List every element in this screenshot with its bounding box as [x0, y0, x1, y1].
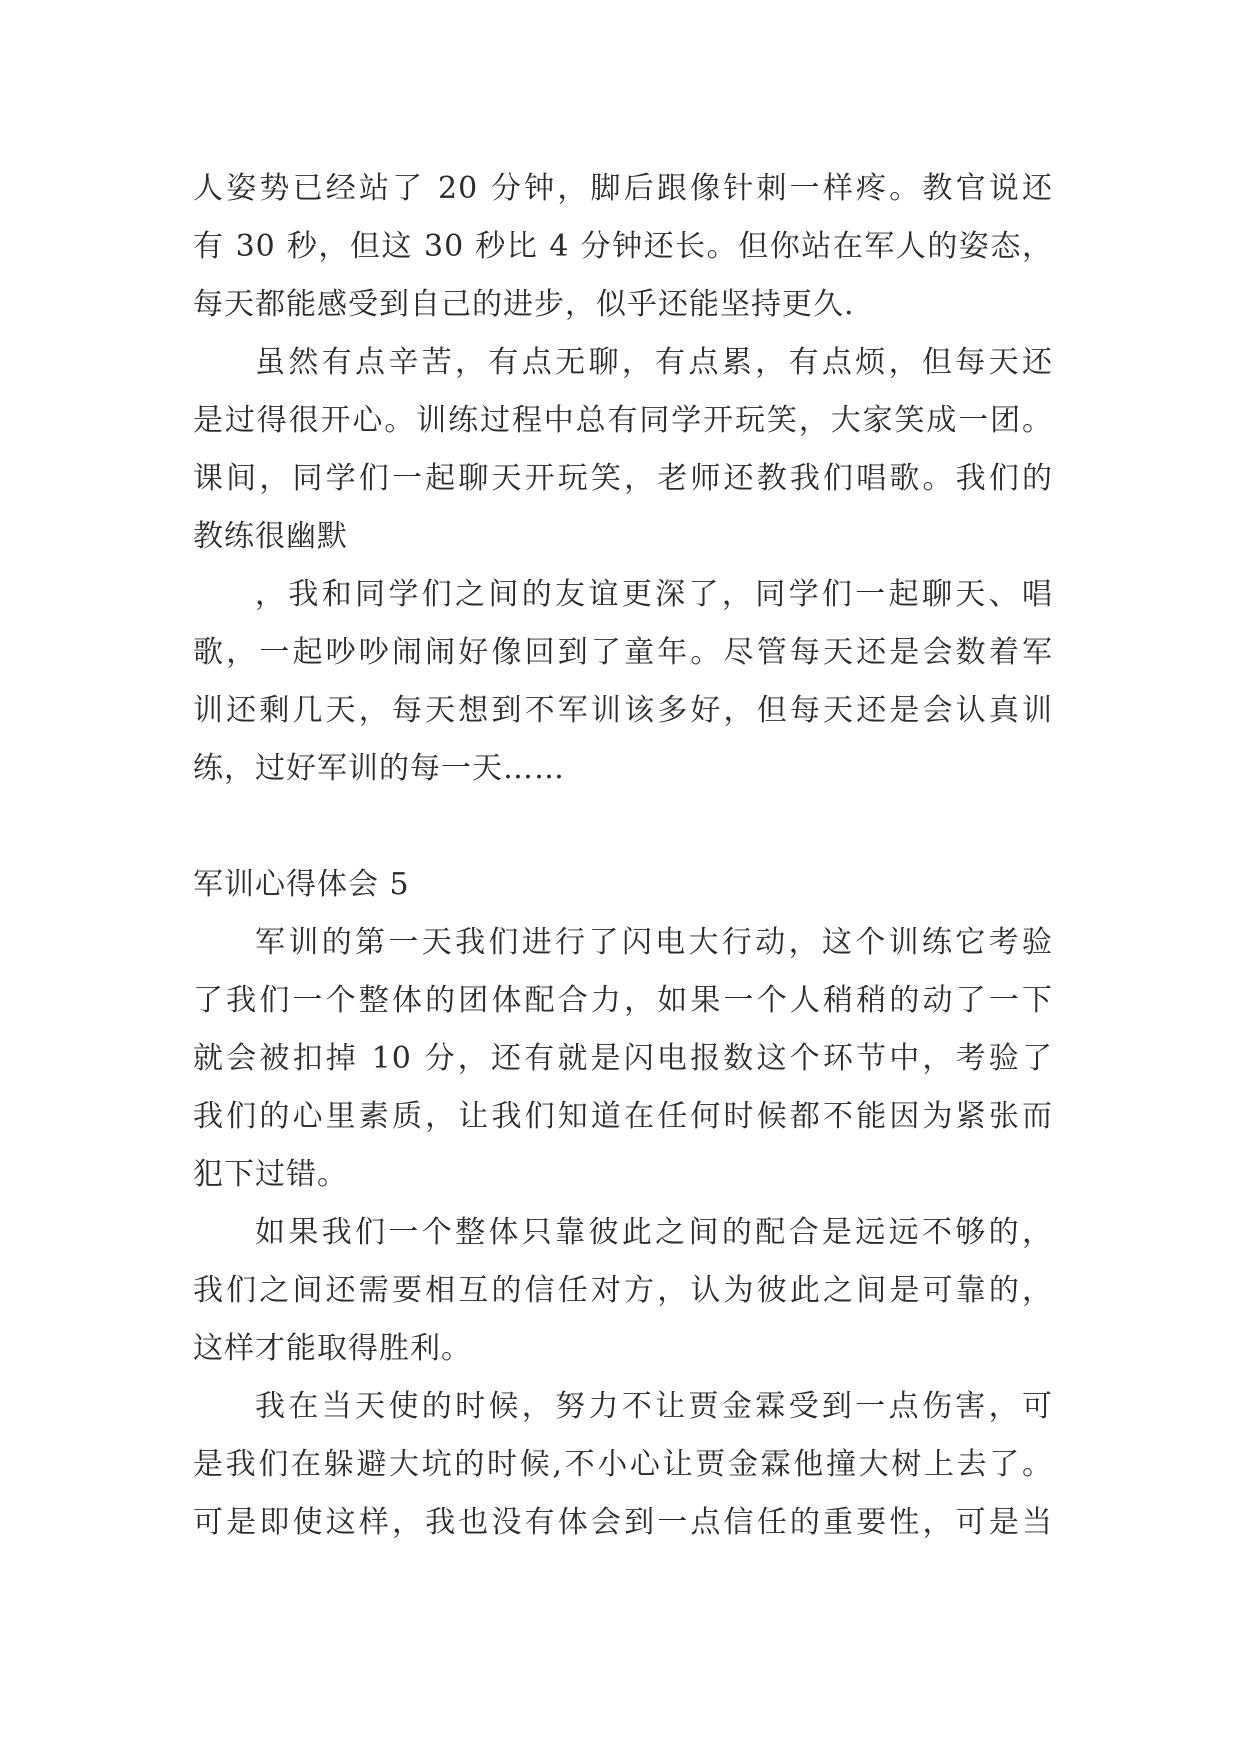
text-line: ，我和同学们之间的友谊更深了，同学们一起聊天、唱 — [255, 577, 1053, 612]
text-line: 练，过好军训的每一天…… — [193, 751, 565, 786]
text-line: 就会被扣掉 10 分，还有就是闪电报数这个环节中，考验了 — [193, 1041, 1053, 1076]
text-line: 是过得很开心。训练过程中总有同学开玩笑，大家笑成一团。 — [193, 403, 1053, 438]
text-line: 课间，同学们一起聊天开玩笑，老师还教我们唱歌。我们的 — [193, 461, 1053, 496]
text-line: 虽然有点辛苦，有点无聊，有点累，有点烦，但每天还 — [255, 345, 1053, 380]
text-line: 训还剩几天，每天想到不军训该多好，但每天还是会认真训 — [193, 693, 1053, 728]
text-line: 是我们在躲避大坑的时候,不小心让贾金霖他撞大树上去了。 — [193, 1447, 1053, 1482]
paragraph-2 — [193, 334, 1053, 566]
text-line: 这样才能取得胜利。 — [193, 1331, 472, 1366]
paragraph-6 — [193, 1378, 1053, 1552]
paragraph-1 — [193, 160, 1053, 334]
paragraph-3 — [193, 566, 1053, 798]
text-line: 人姿势已经站了 20 分钟，脚后跟像针刺一样疼。教官说还 — [193, 171, 1053, 206]
paragraph-5 — [193, 1204, 1053, 1378]
text-line: 歌，一起吵吵闹闹好像回到了童年。尽管每天还是会数着军 — [193, 635, 1053, 670]
text-line: 有 30 秒，但这 30 秒比 4 分钟还长。但你站在军人的姿态， — [193, 229, 1053, 264]
text-line: 如果我们一个整体只靠彼此之间的配合是远远不够的， — [255, 1215, 1053, 1250]
text-line: 教练很幽默 — [193, 519, 348, 554]
text-line: 犯下过错。 — [193, 1157, 348, 1192]
text-line: 我在当天使的时候，努力不让贾金霖受到一点伤害，可 — [255, 1389, 1053, 1424]
text-line: 我们的心里素质，让我们知道在任何时候都不能因为紧张而 — [193, 1099, 1053, 1134]
text-line: 军训的第一天我们进行了闪电大行动，这个训练它考验 — [255, 925, 1053, 960]
paragraph-4 — [193, 914, 1053, 1204]
section-heading: 军训心得体会 5 — [193, 867, 410, 902]
text-line: 我们之间还需要相互的信任对方，认为彼此之间是可靠的， — [193, 1273, 1053, 1308]
text-line: 每天都能感受到自己的进步，似乎还能坚持更久. — [193, 287, 855, 322]
blank-line — [193, 798, 1053, 856]
document-body — [193, 160, 1053, 1552]
text-line: 了我们一个整体的团体配合力，如果一个人稍稍的动了一下 — [193, 983, 1053, 1018]
text-line: 可是即使这样，我也没有体会到一点信任的重要性，可是当 — [193, 1505, 1053, 1540]
